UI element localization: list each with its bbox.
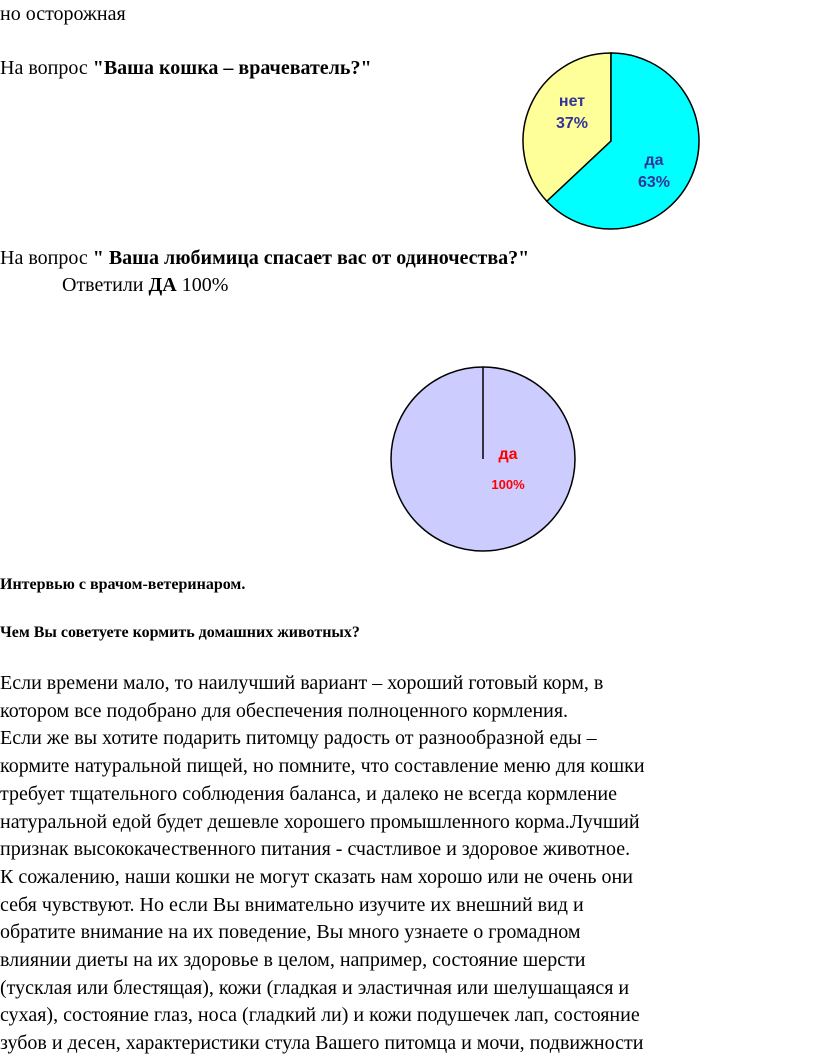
- pie-label-1-2: нет: [558, 93, 586, 110]
- body-line: зубов и десен, характеристики стула Вашего питомца и мочи, подвижности: [0, 1032, 644, 1055]
- body-line: влиянии диеты на их здоровье в целом, например, состояние шерсти: [0, 949, 586, 972]
- body-line: Если же вы хотите подарить питомцу радость от разнообразной еды –: [0, 727, 597, 750]
- answer-yes: ДА: [148, 274, 177, 296]
- top-fragment: но осторожная: [0, 3, 126, 25]
- pie-chart-loneliness: [388, 365, 580, 557]
- body-line: себя чувствуют. Но если Вы внимательно изучите их внешний вид и: [0, 893, 584, 916]
- question-2: [0, 246, 529, 270]
- question-2-text: " Ваша любимица спасает вас от одиночества?": [92, 247, 530, 269]
- pie-label-1-1: да: [644, 152, 664, 169]
- body-line: котором все подобрано для обеспечения полноценного кормления.: [0, 699, 569, 722]
- pie-percent-1-2: 37%: [555, 115, 589, 132]
- question-2-prefix: На вопрос: [0, 247, 93, 269]
- interview-question: Чем Вы советуете кормить домашних животных?: [0, 624, 360, 641]
- body-line: сухая), состояние глаз, носа (гладкий ли) и кожи подушечек лап, состояние: [0, 1004, 640, 1027]
- pie-label-2-1: да: [498, 446, 518, 463]
- body-line: К сожалению, наши кошки не могут сказать нам хорошо или не очень они: [0, 865, 633, 888]
- body-line: натуральной едой будет дешевле хорошего промышленного корма.Лучший: [0, 810, 640, 833]
- question-1-prefix: На вопрос: [0, 57, 93, 79]
- pie-chart-healer: [520, 50, 710, 240]
- pie-percent-1-1: 63%: [637, 174, 671, 191]
- interview-answer: [0, 670, 800, 1058]
- question-1-text: "Ваша кошка – врачеватель?": [92, 57, 372, 79]
- interview-heading: Интервью с врачом-ветеринаром.: [0, 576, 246, 593]
- question-2-answer: [62, 273, 228, 297]
- question-1: [0, 56, 372, 80]
- body-line: Если времени мало, то наилучший вариант – хороший готовый корм, в: [0, 672, 604, 694]
- body-line: признак высококачественного питания - счастливое и здоровое животное.: [0, 838, 631, 861]
- body-line: обратите внимание на их поведение, Вы много узнаете о громадном: [0, 921, 581, 944]
- body-line: кормите натуральной пищей, но помните, что составление меню для кошки: [0, 755, 645, 778]
- body-line: требует тщательного соблюдения баланса, и далеко не всегда кормление: [0, 782, 618, 805]
- answer-prefix: Ответили: [62, 274, 149, 296]
- answer-value: 100%: [176, 274, 229, 296]
- body-line: (тусклая или блестящая), кожи (гладкая и эластичная или шелушащаяся и: [0, 976, 630, 999]
- pie-percent-2-1: 100%: [491, 477, 525, 492]
